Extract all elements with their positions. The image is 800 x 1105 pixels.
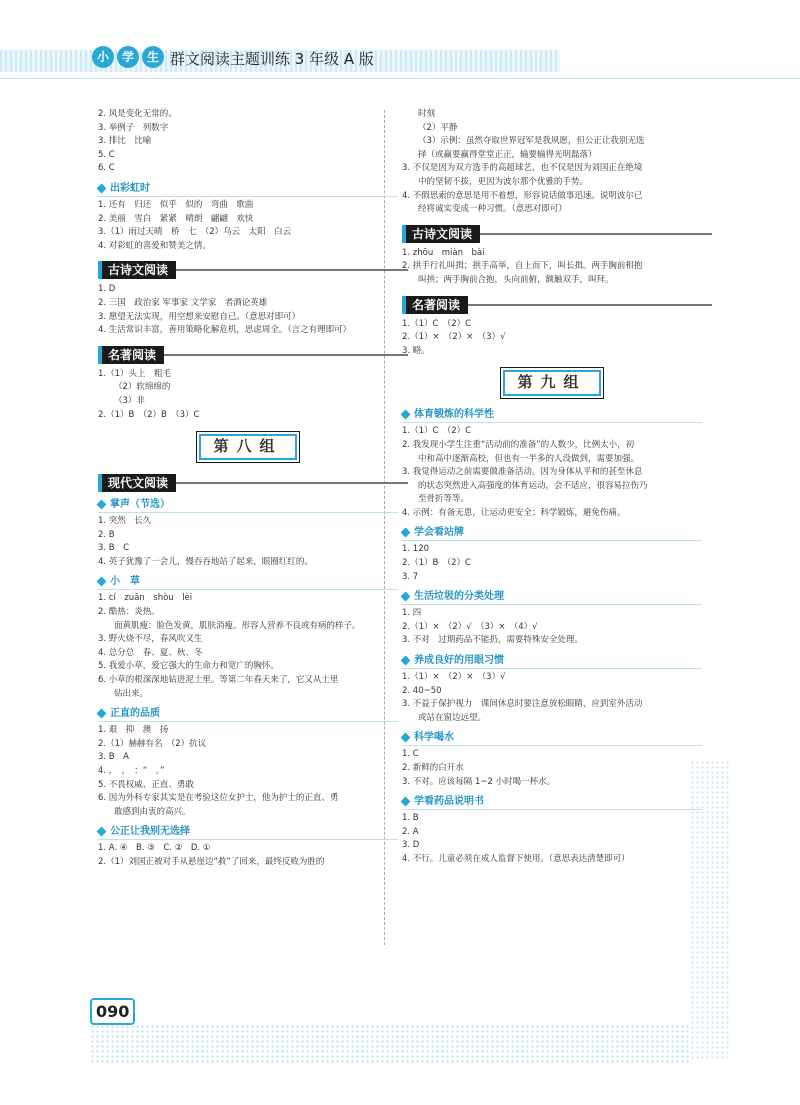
answer-line: 2. A xyxy=(402,826,419,837)
logo-char: 生 xyxy=(142,46,164,68)
subsection-title: 学看药品说明书 xyxy=(402,795,702,810)
side-dot-pattern xyxy=(690,760,730,1060)
section-tag-label: 古诗文阅读 xyxy=(402,225,480,243)
answer-line: （3）示例：虽然夺取世界冠军是我夙愿，但公正让我别无选 xyxy=(418,136,645,147)
answer-line: 4. ， ， ：“ 。” xyxy=(98,766,165,776)
answer-line: 4. 对彩虹的喜爱和赞美之情。 xyxy=(98,240,211,251)
answer-line: 1. 还有 归还 似乎 似的 弯曲 歌曲 xyxy=(98,199,254,210)
answer-line: （2）平静 xyxy=(418,122,458,133)
answer-line: 3. 排比 比喻 xyxy=(98,136,152,147)
answer-line: 2.（1）× （2）√ （3）× （4）√ xyxy=(402,621,538,632)
answer-line: 2. 我发现小学生注重“活动前的准备”的人数少，比例太小，初 xyxy=(402,439,635,450)
answer-line: （3）非 xyxy=(114,395,145,406)
answer-line: 1. zhōu miàn bài xyxy=(402,247,485,258)
answer-line: 1.（1）C （2）C xyxy=(402,426,472,437)
answer-line: 3. 略。 xyxy=(402,345,430,356)
answer-line: 时刻 xyxy=(418,109,436,119)
answer-line: 经将诚实变成一种习惯。（意思对即可） xyxy=(418,204,567,215)
answer-line: 5. C xyxy=(98,149,115,160)
section-tag xyxy=(402,223,702,243)
answer-line: 4. 不假思索的意思是用不着想，形容说话做事迅速。说明波尔已 xyxy=(402,190,643,201)
answer-line: 2. 美丽 雪白 紧紧 晴朗 翩翩 欢快 xyxy=(98,213,254,224)
section-tag-label: 名著阅读 xyxy=(98,346,164,364)
answer-line: 2.（1）刘国正被对手从悬崖边“救”了回来，最终反败为胜的 xyxy=(98,856,325,867)
subsection-title: 正直的品质 xyxy=(98,707,398,722)
answer-line: 1. 120 xyxy=(402,544,430,555)
group-heading-label: 第九组 xyxy=(503,370,600,396)
answer-line: 3. 我觉得运动之前需要做准备活动。因为身体从平和的甚至休息 xyxy=(402,467,643,478)
section-tag-label: 现代文阅读 xyxy=(98,474,176,492)
subsection-title: 小 草 xyxy=(98,575,398,590)
answer-line: 2.（1）赫赫有名 （2）抗议 xyxy=(98,738,207,749)
section-tag xyxy=(402,294,702,314)
section-tag xyxy=(98,344,398,364)
subsection-title: 科学喝水 xyxy=(402,731,702,746)
answer-line: 3. 野火烧不尽，春风吹又生 xyxy=(98,634,203,645)
answer-line: 4. 英子犹豫了一会儿，慢吞吞地站了起来，眼圈红红的。 xyxy=(98,556,313,567)
answer-line: （2）软绵绵的 xyxy=(114,382,171,393)
series-logo xyxy=(92,46,164,68)
answer-line: 1.（1）C （2）C xyxy=(402,318,472,329)
logo-char: 小 xyxy=(92,46,114,68)
answer-line: 3. 愿望无法实现，用空想来安慰自己。（意思对即可） xyxy=(98,311,301,322)
answer-line: 3. B A xyxy=(98,752,129,763)
answer-line: 3. 举例子 列数字 xyxy=(98,122,169,133)
group-heading xyxy=(402,370,702,400)
answer-line: 1. cí zuān shòu lèi xyxy=(98,593,193,604)
left-column xyxy=(98,108,398,870)
right-column xyxy=(402,108,702,867)
header-rule xyxy=(0,78,800,79)
subsection-title: 公正让我别无选择 xyxy=(98,825,398,840)
subsection-title: 养成良好的用眼习惯 xyxy=(402,654,702,669)
group-heading xyxy=(98,434,398,464)
tag-rule xyxy=(158,354,408,356)
answer-line: 1. 突然 长久 xyxy=(98,516,152,527)
answer-line: 择（或赢要赢得堂堂正正，输要输得光明磊落） xyxy=(418,149,597,160)
answer-line: 1. B xyxy=(402,813,419,824)
answer-line: 4. 示例：有备无患，让运动更安全；科学锻炼，避免伤痛。 xyxy=(402,507,626,518)
answer-line: 2.（1）B （2）C xyxy=(402,558,471,569)
section-tag xyxy=(98,259,398,279)
answer-line: 2. 新鲜的白开水 xyxy=(402,763,464,773)
answer-line: 3. 不益于保护视力 课间休息时要注意放松眼睛，应到室外活动 xyxy=(402,699,643,710)
subsection-title: 掌声（节选） xyxy=(98,498,398,513)
tag-rule xyxy=(462,233,712,235)
answer-line: 2.（1）B （2）B （3）C xyxy=(98,409,200,420)
answer-line: 2. B xyxy=(98,529,115,540)
footer-dot-pattern xyxy=(90,1024,690,1064)
answer-line: 6. C xyxy=(98,163,115,174)
answer-line: 2.（1）× （2）× （3）√ xyxy=(402,332,506,343)
page-header xyxy=(0,42,800,80)
tag-rule xyxy=(158,482,408,484)
group-heading-label: 第八组 xyxy=(199,434,296,460)
answer-line: 1. 四 xyxy=(402,608,422,619)
section-tag-label: 古诗文阅读 xyxy=(98,261,176,279)
answer-line: 3.（1）雨过天晴 桥 七 （2）乌云 太阳 白云 xyxy=(98,227,292,238)
answer-line: 3. 不对 过期药品不能扔，需要特殊安全处理。 xyxy=(402,635,583,646)
subsection-title: 学会看站牌 xyxy=(402,526,702,541)
tag-rule xyxy=(462,304,712,306)
answer-line: 2. 三国 政治家 军事家 文学家 者酒论英雄 xyxy=(98,297,268,308)
answer-line: 1. A. ④ B. ③ C. ② D. ① xyxy=(98,843,211,854)
answer-line: 至骨折等等。 xyxy=(418,494,470,505)
section-tag xyxy=(98,472,398,492)
answer-line: 1.（1）× （2）× （3）√ xyxy=(402,672,506,683)
answer-line: 面黄肌瘦：脸色发黄，肌肤消瘦。形容人营养不良或有病的样子。 xyxy=(114,620,361,631)
answer-line: 3. 不对。应该每隔 1~2 小时喝一杯水。 xyxy=(402,776,556,787)
page-number: 090 xyxy=(90,998,135,1025)
answer-line: 钻出来。 xyxy=(114,688,149,699)
answer-line: 1. C xyxy=(402,749,419,760)
answer-line: 5. 不畏权威、正直、勇敢 xyxy=(98,779,194,790)
answer-line: 2. 拱手行礼叫揖；拱手高举，自上而下，叫长揖。两手胸前相抱 xyxy=(402,261,643,272)
answer-line: 3. 不仅是因为双方选手的高超球艺，也不仅是因为刘国正在绝境 xyxy=(402,163,643,174)
answer-line: 或站在窗边远望。 xyxy=(418,712,487,723)
answer-line: 4. 生活常识丰富，善用策略化解危机，思虑周全。（言之有理即可） xyxy=(98,325,352,336)
answer-line: 3. D xyxy=(402,840,420,851)
answer-line: 中的坚韧不拔，更因为波尔那个优雅的手势。 xyxy=(418,176,589,187)
subsection-title: 生活垃圾的分类处理 xyxy=(402,590,702,605)
answer-line: 敢感到由衷的高兴。 xyxy=(114,806,191,817)
answer-line: 3. B C xyxy=(98,543,130,554)
logo-char: 学 xyxy=(117,46,139,68)
answer-line: 1.（1）头上 粗毛 xyxy=(98,368,172,379)
answer-line: 2. 风是变化无常的。 xyxy=(98,109,177,119)
subsection-title: 体育锻炼的科学性 xyxy=(402,408,702,423)
answer-line: 4. 总分总 春、夏、秋、冬 xyxy=(98,647,203,658)
tag-rule xyxy=(158,269,408,271)
answer-line: 3. 7 xyxy=(402,571,419,582)
answer-line: 6. 小草的根深深地钻进泥土里。等第二年春天来了，它又从土里 xyxy=(98,675,339,686)
answer-line: 1. D xyxy=(98,284,116,295)
answer-line: 中和高中逐渐高校，但也有一半多的人没做到，需要加强。 xyxy=(418,453,640,464)
answer-line: 的状态突然进入高强度的体育运动，会不适应，很容易拉伤乃 xyxy=(418,480,648,491)
answer-line: 2. 40~50 xyxy=(402,685,442,696)
book-title: 群文阅读主题训练 3 年级 A 版 xyxy=(170,50,374,68)
subsection-title: 出彩虹时 xyxy=(98,182,398,197)
section-tag-label: 名著阅读 xyxy=(402,296,468,314)
answer-line: 4. 不行。儿童必须在成人监督下使用。（意思表达清楚即可） xyxy=(402,853,630,864)
answer-line: 6. 因为外科专家其实是在考验这位女护士，他为护士的正直、勇 xyxy=(98,793,339,804)
answer-line: 5. 我爱小草，爱它强大的生命力和宽广的胸怀。 xyxy=(98,661,279,672)
answer-line: 2. 酷热：炎热。 xyxy=(98,607,160,618)
answer-line: 叫拱；两手胸前合抱，头向前俯，额触双手，叫拜。 xyxy=(418,274,614,285)
answer-line: 1. 艰 抑 澳 扬 xyxy=(98,725,169,736)
